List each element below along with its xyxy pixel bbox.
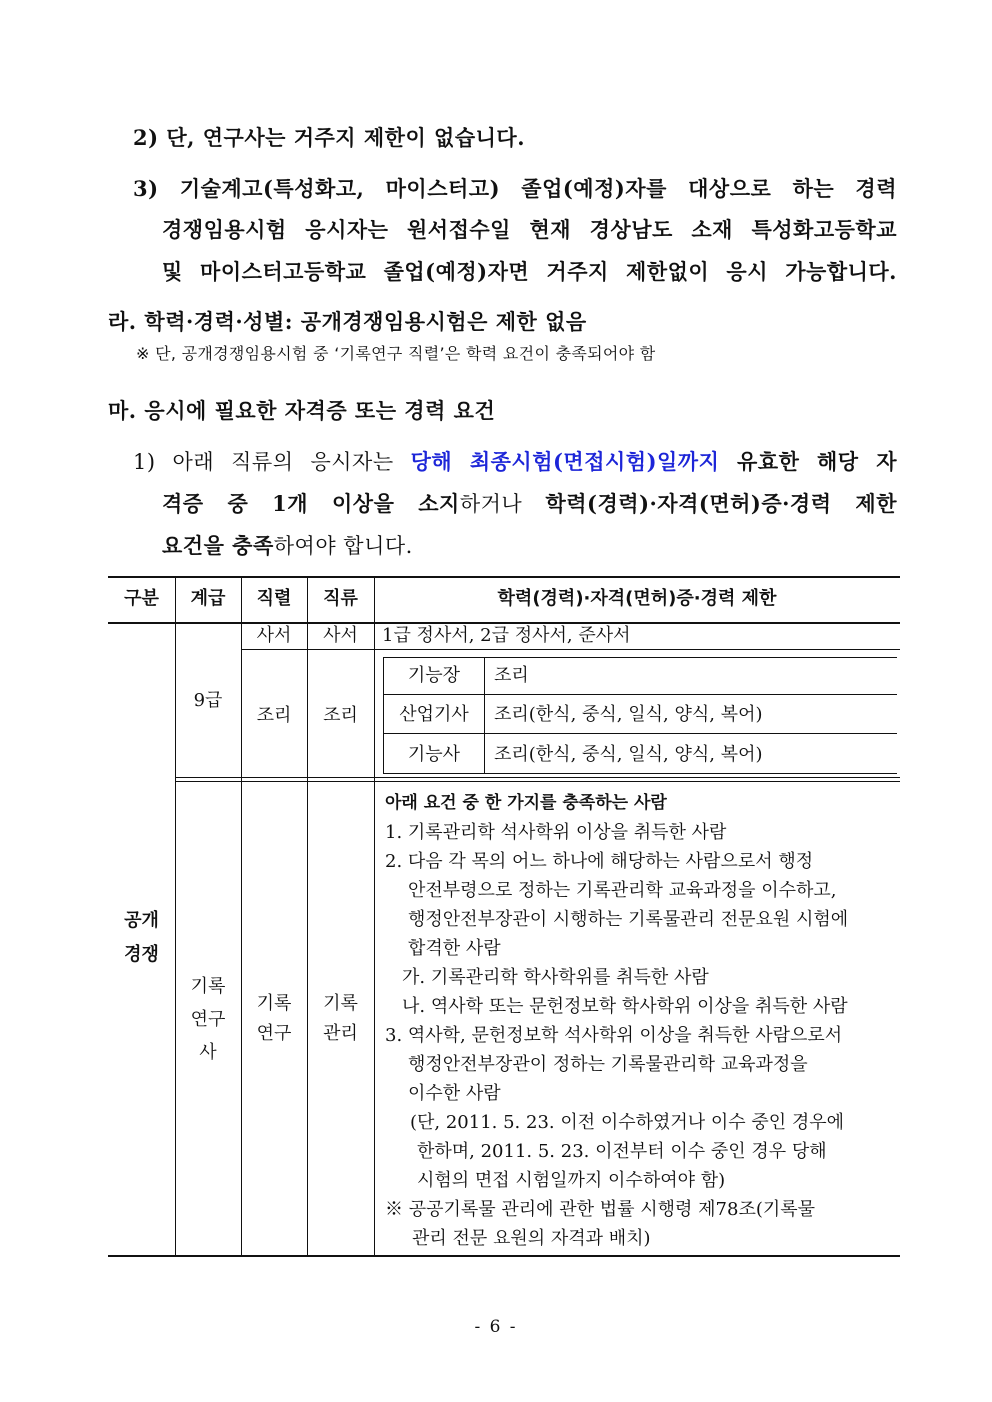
- cook-box-row-1: [383, 694, 897, 695]
- cook-desc-2: 조리(한식, 중식, 일식, 양식, 복어): [494, 704, 763, 725]
- grade-9: 9급: [193, 690, 223, 711]
- cook-series: 조리: [256, 705, 292, 726]
- para-3-line-2: 경쟁임용시험 응시자는 원서접수일 현재 경상남도 소재 특성화고등학교: [162, 217, 897, 242]
- table-bottom-border: [108, 1255, 900, 1257]
- col-divider-4: [374, 576, 375, 1257]
- cook-type-2: 산업기사: [399, 704, 469, 725]
- header-category: 구분: [124, 588, 159, 609]
- cook-box-top: [383, 657, 897, 658]
- page-number: - 6 -: [474, 1317, 518, 1337]
- librarian-series: 사서: [256, 625, 292, 646]
- librarian-requirement: 1급 정사서, 2급 정사서, 준사서: [382, 625, 631, 646]
- archive-req-line: 시험의 면접 시험일까지 이수하여야 함): [417, 1170, 726, 1191]
- cook-type-3: 기능사: [407, 744, 461, 765]
- archive-grade-2: 연구: [190, 1009, 226, 1030]
- cook-type-1: 기능장: [407, 665, 461, 686]
- cook-field: 조리: [323, 705, 358, 726]
- archive-req-line: 가. 기록관리학 학사학위를 취득한 사람: [402, 967, 709, 988]
- archive-req-line: 안전부령으로 정하는 기록관리학 교육과정을 이수하고,: [408, 880, 837, 901]
- archive-req-line: 합격한 사람: [408, 938, 501, 959]
- archive-field-2: 관리: [323, 1023, 358, 1044]
- header-series: 직렬: [256, 588, 292, 609]
- para-2: 2) 단, 연구사는 거주지 제한이 없습니다.: [133, 125, 526, 150]
- cook-box-mid: [484, 657, 485, 774]
- archive-req-line: 이수한 사람: [408, 1083, 501, 1104]
- section-ra-heading: 라. 학력·경력·성별: 공개경쟁임용시험은 제한 없음: [108, 309, 587, 334]
- archive-grade-3: 사: [199, 1042, 217, 1063]
- archive-req-line: 1. 기록관리학 석사학위 이상을 취득한 사람: [385, 822, 727, 843]
- header-grade: 계급: [190, 588, 226, 609]
- para-3-line-3: 및 마이스터고등학교 졸업(예정)자면 거주지 제한없이 응시 가능합니다.: [162, 259, 897, 284]
- archive-field-1: 기록: [323, 993, 358, 1014]
- cook-box-row-2: [383, 733, 897, 734]
- row-divider-archive-2: [176, 781, 900, 782]
- archive-series-2: 연구: [256, 1023, 292, 1044]
- cook-desc-1: 조리: [494, 665, 529, 686]
- archive-req-line: 2. 다음 각 목의 어느 하나에 해당하는 사람으로서 행정: [385, 851, 814, 872]
- para-ma-1-line-3: 요건을 충족하여야 합니다.: [162, 533, 413, 558]
- archive-req-line: 나. 역사학 또는 문헌정보학 학사학위 이상을 취득한 사람: [402, 996, 848, 1017]
- archive-req-line: (단, 2011. 5. 23. 이전 이수하였거나 이수 중인 경우에: [410, 1112, 845, 1133]
- header-field: 직류: [323, 588, 358, 609]
- category-label-2: 경쟁: [124, 944, 159, 965]
- archive-req-line: 3. 역사학, 문헌정보학 석사학위 이상을 취득한 사람으로서: [385, 1025, 843, 1046]
- para-3-line-1: 3) 기술계고(특성화고, 마이스터고) 졸업(예정)자를 대상으로 하는 경력: [133, 176, 897, 201]
- archive-req-line: 관리 전문 요원의 자격과 배치): [412, 1228, 651, 1249]
- cook-box-bottom: [383, 773, 897, 774]
- librarian-field: 사서: [323, 625, 358, 646]
- cook-desc-3: 조리(한식, 중식, 일식, 양식, 복어): [494, 744, 763, 765]
- table-top-border: [108, 576, 900, 578]
- header-requirements: 학력(경력)·자격(면허)증·경력 제한: [497, 588, 777, 609]
- archive-req-intro: 아래 요건 중 한 가지를 충족하는 사람: [385, 793, 667, 813]
- section-ra-note: ※ 단, 공개경쟁임용시험 중 ‘기록연구 직렬’은 학력 요건이 충족되어야 함: [136, 344, 656, 363]
- col-divider-3: [307, 576, 308, 1257]
- archive-req-line: 행정안전부장관이 시행하는 기록물관리 전문요원 시험에: [408, 909, 849, 930]
- archive-series-1: 기록: [256, 993, 292, 1014]
- archive-req-line: ※ 공공기록물 관리에 관한 법률 시행령 제78조(기록물: [385, 1199, 816, 1220]
- col-divider-2: [241, 576, 242, 1257]
- para-ma-1-line-1: 1) 아래 직류의 응시자는 당해 최종시험(면접시험)일까지 유효한 해당 자: [133, 449, 897, 474]
- archive-req-line: 한하며, 2011. 5. 23. 이전부터 이수 중인 경우 당해: [417, 1141, 827, 1162]
- col-divider-1: [175, 576, 176, 1257]
- archive-grade-1: 기록: [190, 976, 226, 997]
- row-divider-archive: [176, 777, 900, 778]
- archive-req-line: 행정안전부장관이 정하는 기록물관리학 교육과정을: [408, 1054, 808, 1075]
- category-label-1: 공개: [124, 910, 159, 931]
- section-ma-heading: 마. 응시에 필요한 자격증 또는 경력 요건: [108, 398, 496, 423]
- deadline-highlight: 당해 최종시험(면접시험)일까지: [410, 449, 720, 474]
- para-ma-1-line-2: 격증 중 1개 이상을 소지하거나 학력(경력)·자격(면허)증·경력 제한: [162, 491, 897, 516]
